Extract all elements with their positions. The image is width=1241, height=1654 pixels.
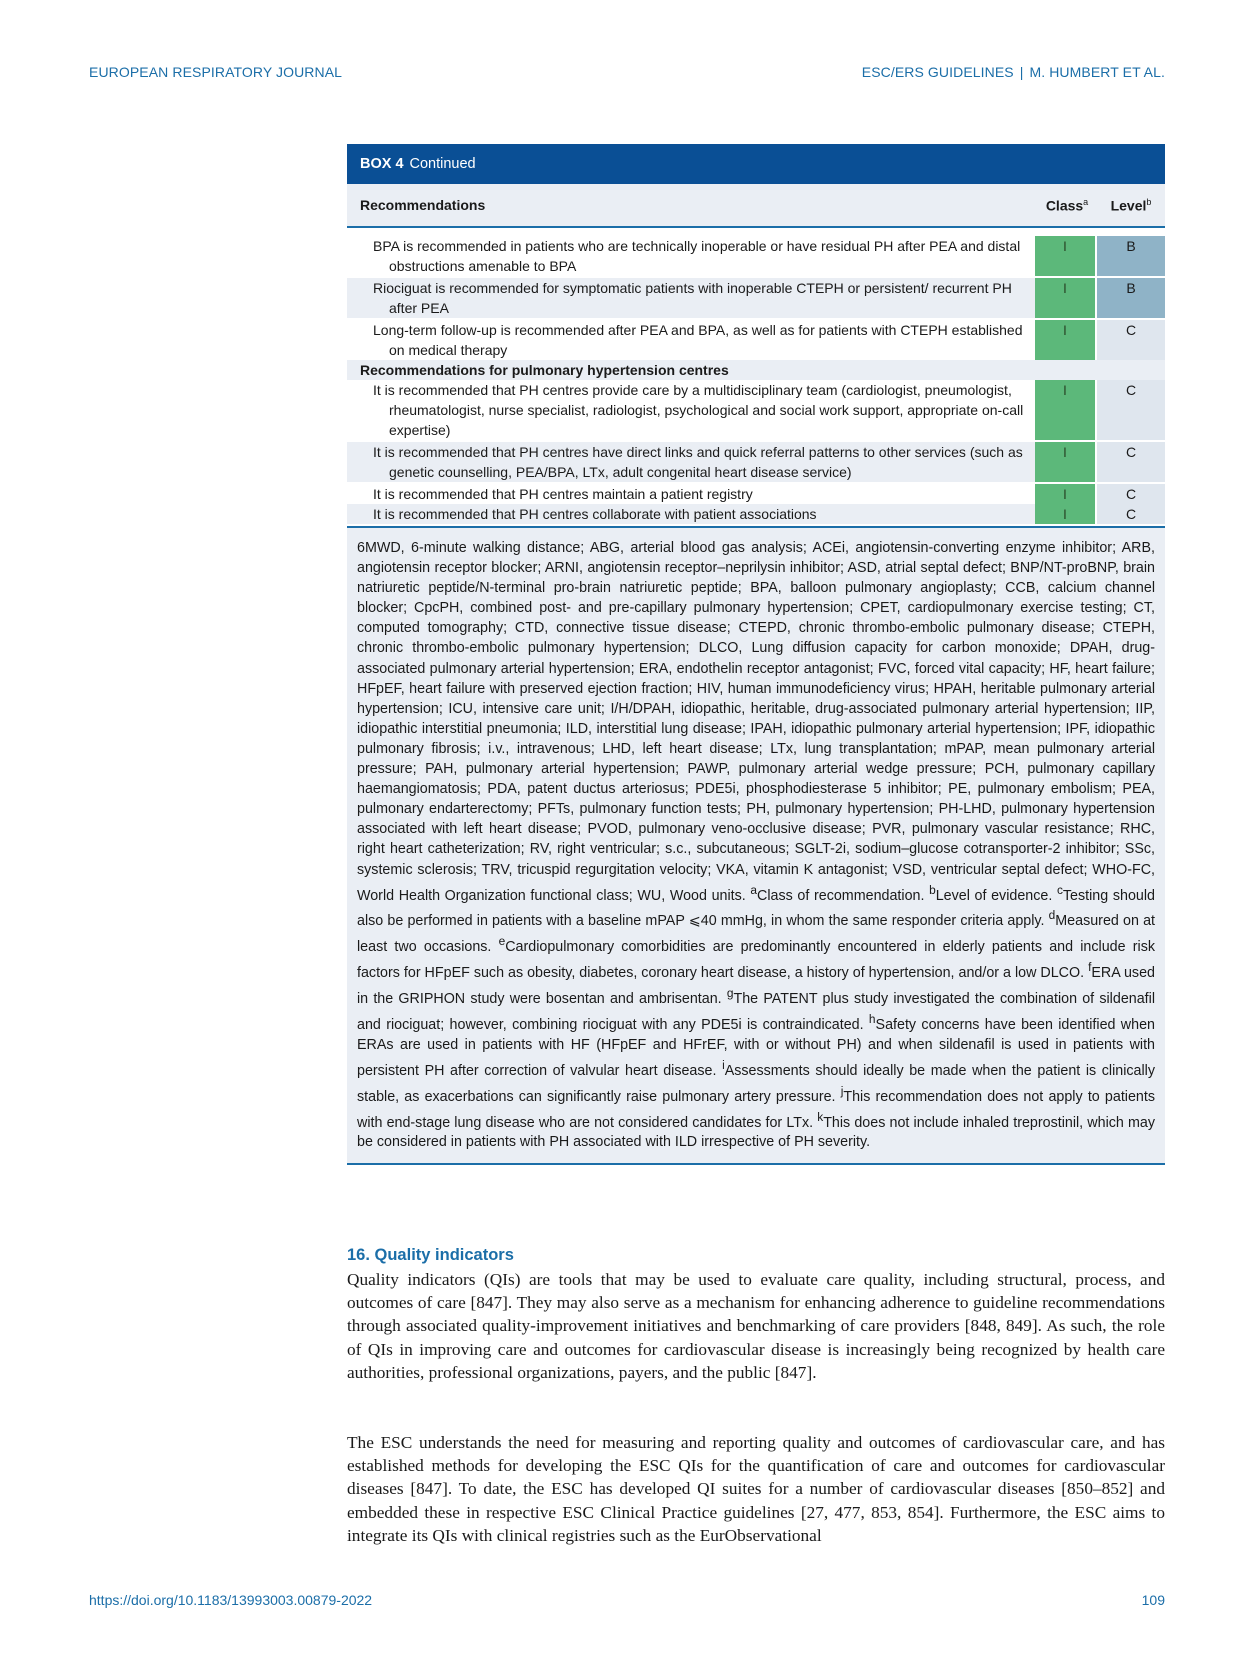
row-text: Riociguat is recommended for symptomatic patients with inoperable CTEPH or persistent/ recurrent PH after PEA	[373, 280, 1012, 316]
page-number: 109	[1141, 1592, 1165, 1608]
footnote-f: ERA used in the GRIPHON study were bosentan and ambrisentan.	[357, 964, 1155, 1007]
footnote-a: Class of recommendation.	[757, 887, 930, 904]
box-continued: Continued	[409, 156, 476, 172]
body-paragraph-1: Quality indicators (QIs) are tools that may be used to evaluate care quality, including structural, process, and outcomes of care [847]. They may also serve as a mechanism for enhancing adherence to guideline recommendations through associated quality-improvement initiatives and benchmarking of care providers [848, 849]. As such, the role of QIs in improving care and outcomes for cardiovascular disease is increasingly being recognized by health care authorities, professional organizations, payers, and the public [847].	[347, 1270, 1165, 1382]
footnote-e: Cardiopulmonary comorbidities are predominantly encountered in elderly patients and include risk factors for HFpEF such as obesity, diabetes, coronary heart disease, a history of hypertension, and/or a low DLCO.	[357, 939, 1155, 981]
row-text: It is recommended that PH centres have direct links and quick referral patterns to other services (such as genetic counselling, PEA/BPA, LTx, adult congenital heart disease service)	[373, 444, 1023, 480]
running-header	[862, 64, 1165, 80]
guidelines-label: ESC/ERS GUIDELINES	[861, 64, 1014, 80]
recommendations-box	[347, 144, 1165, 1165]
footnote-c: Testing should also be performed in patients with a baseline mPAP ⩽40 mmHg, in whom the same responder criteria apply.	[357, 887, 1155, 930]
header-separator: |	[1019, 64, 1024, 80]
row-level: C	[1097, 504, 1165, 524]
row-class: I	[1035, 504, 1097, 524]
row-level: B	[1097, 278, 1165, 318]
section-row	[347, 360, 1165, 380]
col-level: Level$^b$	[1110, 196, 1152, 214]
row-class: I	[1035, 236, 1097, 276]
row-level: C	[1097, 320, 1165, 360]
table-row	[347, 380, 1165, 440]
row-level: B	[1097, 236, 1165, 276]
section-title: 16. Quality indicators	[347, 1246, 514, 1264]
authors-label: M. HUMBERT ET AL.	[1029, 64, 1165, 80]
row-level: C	[1097, 380, 1165, 440]
row-class: I	[1035, 278, 1097, 318]
journal-name: EUROPEAN RESPIRATORY JOURNAL	[89, 64, 343, 80]
table-header	[347, 184, 1165, 228]
box-footnote: 6MWD, 6-minute walking distance; ABG, arterial blood gas analysis; ACEi, angiotensin-converting enzyme inhibitor; ARB, angiotensin receptor blocker; ARNI, angiotensin receptor–neprilysin inhibitor; ASD, atrial septal defect; BNP/NT-proBNP, brain natriuretic peptide/N-terminal pro-brain natriuretic peptide; BPA, balloon pulmonary angioplasty; CCB, calcium channel blocker; CpcPH, combined post- and pre-capillary pulmonary hypertension; CPET, cardiopulmonary exercise testing; CT, computed tomography; CTD, connective tissue disease; CTEPD, chronic thrombo-embolic pulmonary disease; CTEPH, chronic thrombo-embolic pulmonary hypertension; DLCO, Lung diffusion capacity for carbon monoxide; DPAH, drug-associated pulmonary arterial hypertension; ERA, endothelin receptor antagonist; FVC, forced vital capacity; HF, heart failure; HFpEF, heart failure with preserved ejection fraction; HIV, human immunodeficiency virus; HPAH, heritable pulmonary arterial hypertension; ICU, intensive care unit; I/H/DPAH, idiopathic, heritable, drug-associated pulmonary arterial hypertension; IIP, idiopathic interstitial pneumonia; ILD, interstitial lung disease; IPAH, idiopathic pulmonary arterial hypertension; IPF, idiopathic pulmonary fibrosis; i.v., intravenous; LHD, left heart disease; LTx, lung transplantation; mPAP, mean pulmonary arterial pressure; PAH, pulmonary arterial hypertension; PAWP, pulmonary arterial wedge pressure; PCH, pulmonary capillary haemangiomatosis; PDA, patent ductus arteriosus; PDE5i, phosphodiesterase 5 inhibitor; PE, pulmonary embolism; PEA, pulmonary endarterectomy; PFTs, pulmonary function tests; PH, pulmonary hypertension; PH-LHD, pulmonary hypertension associated with left heart disease; PVOD, pulmonary veno-occlusive disease; PVR, pulmonary vascular resistance; RHC, right heart catheterization; RV, right ventricular; s.c., subcutaneous; SGLT-2i, sodium–glucose cotransporter-2 inhibitor; SSc, systemic sclerosis; TRV, tricuspid regurgitation velocity; VKA, vitamin K antagonist; VSD, ventricular septal defect; WHO-FC, World Health Organization functional class; WU, Wood units. $^a$Class of recommendation. $^b$Level of evidence. $^c$Testing should also be performed in patients with a baseline mPAP ⩽40 mmHg, in whom the same responder criteria apply. $^d$Measured on at least two occasions. $^e$Cardiopulmonary comorbidities are predominantly encountered in elderly patients and include risk factors for HFpEF such as obesity, diabetes, coronary heart disease, a history of hypertension, and/or a low DLCO. $^f$ERA used in the GRIPHON study were bosentan and ambrisentan. $^g$The PATENT plus study investigated the combination of sildenafil and riociguat; however, combining riociguat with any PDE5i is contraindicated. $^h$Safety concerns have been identified when ERAs are used in patients with HF (HFpEF and HFrEF, with or without PH) and when sildenafil is used in patients with persistent PH after correction of valvular heart disease. $^i$Assessments should ideally be made when the patient is clinically stable, as exacerbations can significantly raise pulmonary artery pressure. $^j$This recommendation does not apply to patients with end-stage lung disease who are not considered candidates for LTx. $^k$This does not include inhaled treprostinil, which may be considered in patients with PH associated with ILD irrespective of PH severity.	[347, 526, 1165, 1165]
footnote-j: This recommendation does not apply to patients with end-stage lung disease who are not considered candidates for LTx.	[357, 1088, 1155, 1131]
row-text: It is recommended that PH centres collaborate with patient associations	[373, 506, 817, 522]
box-title	[347, 144, 1165, 184]
col-recommendations: Recommendations	[360, 197, 486, 213]
body-paragraph-2: The ESC understands the need for measuring and reporting quality and outcomes of cardiovascular care, and has established methods for developing the ESC QIs for the quantification of care and outcomes for cardiovascular diseases [847]. To date, the ESC has developed QI suites for a number of cardiovascular diseases [850–852] and embedded these in respective ESC Clinical Practice guidelines [27, 477, 853, 854]. Furthermore, the ESC aims to integrate its QIs with clinical registries such as the EurObservational	[347, 1433, 1165, 1545]
box-label: BOX 4	[360, 156, 404, 172]
row-class: I	[1035, 320, 1097, 360]
row-text: Long-term follow-up is recommended after PEA and BPA, as well as for patients with CTEPH established on medical therapy	[373, 322, 1023, 358]
recommendation-rows	[347, 236, 1165, 524]
footnote-g: The PATENT plus study investigated the combination of sildenafil and riociguat; however, combining riociguat with any PDE5i is contraindicated.	[357, 990, 1155, 1033]
abbreviations-text: 6MWD, 6-minute walking distance; ABG, arterial blood gas analysis; ACEi, angiotensin-converting enzyme inhibitor; ARB, angiotensin receptor blocker; ARNI, angiotensin receptor–neprilysin inhibitor; ASD, atrial septal defect; BNP/NT-proBNP, brain natriuretic peptide/N-terminal pro-brain natriuretic peptide; BPA, balloon pulmonary angioplasty; CCB, calcium channel blocker; CpcPH, combined post- and pre-capillary pulmonary hypertension; CPET, cardiopulmonary exercise testing; CT, computed tomography; CTD, connective tissue disease; CTEPD, chronic thrombo-embolic pulmonary disease; CTEPH, chronic thrombo-embolic pulmonary hypertension; DLCO, Lung diffusion capacity for carbon monoxide; DPAH, drug-associated pulmonary arterial hypertension; ERA, endothelin receptor antagonist; FVC, forced vital capacity; HF, heart failure; HFpEF, heart failure with preserved ejection fraction; HIV, human immunodeficiency virus; HPAH, heritable pulmonary arterial hypertension; ICU, intensive care unit; I/H/DPAH, idiopathic, heritable, drug-associated pulmonary arterial hypertension; IIP, idiopathic interstitial pneumonia; ILD, interstitial lung disease; IPAH, idiopathic pulmonary arterial hypertension; IPF, idiopathic pulmonary fibrosis; i.v., intravenous; LHD, left heart disease; LTx, lung transplantation; mPAP, mean pulmonary arterial pressure; PAH, pulmonary arterial hypertension; PAWP, pulmonary arterial wedge pressure; PCH, pulmonary capillary haemangiomatosis; PDA, patent ductus arteriosus; PDE5i, phosphodiesterase 5 inhibitor; PE, pulmonary embolism; PEA, pulmonary endarterectomy; PFTs, pulmonary function tests; PH, pulmonary hypertension; PH-LHD, pulmonary hypertension associated with left heart disease; PVOD, pulmonary veno-occlusive disease; PVR, pulmonary vascular resistance; RHC, right heart catheterization; RV, right ventricular; s.c., subcutaneous; SGLT-2i, sodium–glucose cotransporter-2 inhibitor; SSc, systemic sclerosis; TRV, tricuspid regurgitation velocity; VKA, vitamin K antagonist; VSD, ventricular septal defect; WHO-FC, World Health Organization functional class; WU, Wood units.	[357, 540, 1155, 904]
row-class: I	[1035, 484, 1097, 504]
table-row	[347, 318, 1165, 360]
row-level: C	[1097, 442, 1165, 482]
doi-link[interactable]: https://doi.org/10.1183/13993003.00879-2022	[89, 1592, 373, 1608]
table-row	[347, 482, 1165, 504]
footnote-b: Level of evidence.	[935, 887, 1057, 904]
row-level: C	[1097, 484, 1165, 504]
section-heading: Recommendations for pulmonary hypertension centres	[360, 362, 729, 378]
col-class: Class$^a$	[1045, 196, 1089, 214]
row-text: BPA is recommended in patients who are technically inoperable or have residual PH after PEA and distal obstructions amenable to BPA	[373, 238, 1021, 274]
row-text: It is recommended that PH centres provide care by a multidisciplinary team (cardiologist, pneumologist, rheumatologist, nurse specialist, radiologist, psychological and social work support, appropriate on-call expertise)	[373, 382, 1024, 438]
table-row	[347, 440, 1165, 482]
footnote-i: Assessments should ideally be made when the patient is clinically stable, as exacerbations can significantly raise pulmonary artery pressure.	[357, 1062, 1155, 1105]
footnote-k: This does not include inhaled treprostinil, which may be considered in patients with PH associated with ILD irrespective of PH severity.	[357, 1114, 1155, 1151]
table-row	[347, 236, 1165, 276]
footnote-h: Safety concerns have been identified when ERAs are used in patients with HF (HFpEF and HFrEF, with or without PH) and when sildenafil is used in patients with persistent PH after correction of valvular heart disease.	[357, 1016, 1155, 1079]
row-text: It is recommended that PH centres maintain a patient registry	[373, 486, 753, 502]
footnote-d: Measured on at least two occasions.	[357, 913, 1155, 956]
table-row	[347, 504, 1165, 524]
table-row	[347, 276, 1165, 318]
row-class: I	[1035, 442, 1097, 482]
row-class: I	[1035, 380, 1097, 440]
